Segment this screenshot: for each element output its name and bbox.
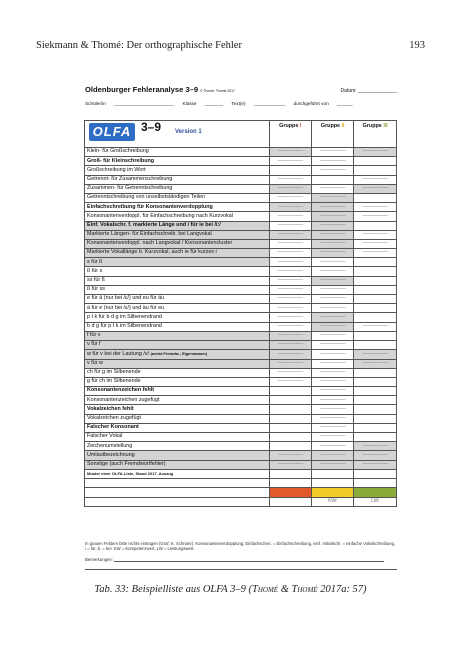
category-label: Markierte Längen- für Einfachschreib. bei Langvokal bbox=[85, 230, 270, 239]
group-2-cell[interactable]: ----------------- bbox=[311, 203, 353, 212]
table-header-row bbox=[85, 121, 397, 148]
blank-cell bbox=[85, 497, 270, 506]
remarks-label: Bemerkungen: bbox=[85, 557, 113, 562]
caption-authors: Thomé & Thomé bbox=[252, 584, 318, 595]
blank-cell bbox=[85, 479, 270, 488]
category-label: Konsonantenzeichen fehlt bbox=[85, 387, 270, 396]
group-2-cell[interactable]: ----------------- bbox=[311, 212, 353, 221]
table-row bbox=[85, 212, 397, 221]
blank-cell bbox=[269, 497, 311, 506]
table-row bbox=[85, 249, 397, 258]
table-row bbox=[85, 433, 397, 442]
group-1-header: Gruppe I bbox=[269, 121, 311, 148]
group-1-cell[interactable]: ----------------- bbox=[269, 193, 311, 202]
table-row bbox=[85, 175, 397, 184]
caption-prefix: Tab. 33: Beispielliste aus OLFA 3–9 ( bbox=[94, 584, 253, 595]
group-2-cell[interactable]: ----------------- bbox=[311, 249, 353, 258]
group-1-cell[interactable]: ----------------- bbox=[269, 212, 311, 221]
group-2-cell[interactable]: ----------------- bbox=[311, 368, 353, 377]
group-3-cell[interactable] bbox=[354, 396, 397, 405]
group-1-cell[interactable]: ----------------- bbox=[269, 203, 311, 212]
group-1-color bbox=[269, 488, 311, 497]
group-2-cell[interactable]: ----------------- bbox=[311, 166, 353, 175]
table-row bbox=[85, 331, 397, 340]
table-row bbox=[85, 313, 397, 322]
category-label: ä für e (nur bei /ɛ/) und äu für eu bbox=[85, 304, 270, 313]
footnote: Muster einer OLFA-Liste, Stand 2017, Auszug bbox=[85, 469, 270, 478]
group-1-cell[interactable]: ----------------- bbox=[269, 148, 311, 157]
group-2-cell[interactable]: ----------------- bbox=[311, 258, 353, 267]
group-3-cell[interactable] bbox=[354, 387, 397, 396]
group-2-cell[interactable]: ----------------- bbox=[311, 433, 353, 442]
group-1-cell[interactable]: ----------------- bbox=[269, 359, 311, 368]
table-row bbox=[85, 304, 397, 313]
group-2-cell[interactable]: ----------------- bbox=[311, 405, 353, 414]
group-2-cell[interactable]: ----------------- bbox=[311, 276, 353, 285]
category-label: v für f bbox=[85, 340, 270, 349]
group-1-cell[interactable] bbox=[269, 396, 311, 405]
group-3-cell[interactable] bbox=[354, 193, 397, 202]
olfa-logo-cell bbox=[85, 121, 270, 148]
student-field: Schüler/in _______________________ bbox=[85, 101, 175, 106]
group-3-cell[interactable]: ----------------- bbox=[354, 212, 397, 221]
table-row bbox=[85, 276, 397, 285]
table-row bbox=[85, 322, 397, 331]
category-label: ß für s bbox=[85, 267, 270, 276]
group-3-cell[interactable] bbox=[354, 423, 397, 432]
group-2-cell[interactable]: ----------------- bbox=[311, 313, 353, 322]
group-1-cell[interactable] bbox=[269, 387, 311, 396]
legend-text: In grauen Feldern bitte nichts eintragen (Graf: K. Schnare). Konsonantenverdopplung; Einfachschrei. = Einfachschreibung, einf. Vokalschr. = einfache Vokalschreibung, i = für, b. = bei. KW = Kompetenzwert, LW = Leistungswert. bbox=[85, 541, 396, 552]
category-label: p t k für b d g im Silbenendrand bbox=[85, 313, 270, 322]
group-1-cell[interactable]: ----------------- bbox=[269, 239, 311, 248]
group-2-cell[interactable]: ----------------- bbox=[311, 350, 353, 359]
group-1-cell[interactable] bbox=[269, 433, 311, 442]
running-head-title: Siekmann & Thomé: Der orthographische Fehler bbox=[36, 40, 242, 51]
score-row bbox=[85, 497, 397, 506]
table-row bbox=[85, 239, 397, 248]
group-3-cell[interactable]: ----------------- bbox=[354, 175, 397, 184]
group-3-cell[interactable] bbox=[354, 377, 397, 386]
group-3-cell[interactable]: ----------------- bbox=[354, 350, 397, 359]
group-1-cell[interactable]: ----------------- bbox=[269, 322, 311, 331]
group-1-cell[interactable] bbox=[269, 442, 311, 451]
table-caption bbox=[0, 584, 461, 595]
klasse-field: Klasse _______ bbox=[182, 101, 224, 106]
group-2-cell[interactable]: ----------------- bbox=[311, 221, 353, 230]
group-3-cell[interactable]: ----------------- bbox=[354, 249, 397, 258]
group-3-cell[interactable] bbox=[354, 331, 397, 340]
group-3-cell[interactable]: ----------------- bbox=[354, 451, 397, 460]
info-line bbox=[85, 101, 397, 106]
text-label: Text(e) bbox=[231, 101, 246, 106]
group-2-cell[interactable]: ----------------- bbox=[311, 148, 353, 157]
group-1-cell[interactable]: ----------------- bbox=[269, 157, 311, 166]
table-row bbox=[85, 258, 397, 267]
table-row bbox=[85, 221, 397, 230]
category-label: Umlautbezeichnung bbox=[85, 451, 270, 460]
group-1-cell[interactable]: ----------------- bbox=[269, 230, 311, 239]
group-3-header: Gruppe III bbox=[354, 121, 397, 148]
group-3-cell[interactable] bbox=[354, 414, 397, 423]
group-3-cell[interactable] bbox=[354, 276, 397, 285]
table-row bbox=[85, 157, 397, 166]
kw-label[interactable]: KW: bbox=[311, 497, 353, 506]
group-1-cell[interactable]: ----------------- bbox=[269, 258, 311, 267]
category-label: ß für ss bbox=[85, 285, 270, 294]
group-2-cell[interactable]: ----------------- bbox=[311, 184, 353, 193]
group-1-cell[interactable]: ----------------- bbox=[269, 460, 311, 469]
group-3-cell[interactable] bbox=[354, 221, 397, 230]
group-3-cell[interactable] bbox=[354, 304, 397, 313]
blank-cell bbox=[269, 469, 311, 478]
category-label: Vokalzeichen zugefügt bbox=[85, 414, 270, 423]
group-3-cell[interactable] bbox=[354, 433, 397, 442]
group-3-cell[interactable] bbox=[354, 166, 397, 175]
group-3-cell[interactable]: ----------------- bbox=[354, 239, 397, 248]
group-2-cell[interactable]: ----------------- bbox=[311, 396, 353, 405]
running-head bbox=[36, 40, 425, 54]
table-row bbox=[85, 451, 397, 460]
group-1-cell[interactable] bbox=[269, 414, 311, 423]
group-3-cell[interactable] bbox=[354, 405, 397, 414]
group-1-cell[interactable] bbox=[269, 166, 311, 175]
category-label: b d g für p t k im Silbenendrand bbox=[85, 322, 270, 331]
category-label: Großschreibung im Wort bbox=[85, 166, 270, 175]
category-label: Klein- für Großschreibung bbox=[85, 148, 270, 157]
group-2-cell[interactable]: ----------------- bbox=[311, 423, 353, 432]
category-label: w für v bei der Lautung /v/ (meist Fremdw., Eigennamen) bbox=[85, 350, 270, 359]
student-label: Schüler/in bbox=[85, 101, 106, 106]
group-3-cell[interactable]: ----------------- bbox=[354, 184, 397, 193]
caption-suffix: 2017a: 57) bbox=[317, 584, 367, 595]
category-label: Konsonantenverdoppl. für Einfachschreibung nach Kurzvokal bbox=[85, 212, 270, 221]
datum-field: Datum: ______________ bbox=[340, 88, 397, 94]
blank-cell bbox=[311, 479, 353, 488]
category-label: Getrenntschreibung von unselbstständigen Teilen bbox=[85, 193, 270, 202]
table-row bbox=[85, 414, 397, 423]
table-row bbox=[85, 295, 397, 304]
group-1-cell[interactable]: ----------------- bbox=[269, 350, 311, 359]
table-row bbox=[85, 350, 397, 359]
group-1-cell[interactable]: ----------------- bbox=[269, 276, 311, 285]
group-3-cell[interactable] bbox=[354, 340, 397, 349]
table-row bbox=[85, 340, 397, 349]
group-3-cell[interactable]: ----------------- bbox=[354, 230, 397, 239]
page-number: 193 bbox=[409, 40, 425, 51]
group-1-cell[interactable]: ----------------- bbox=[269, 304, 311, 313]
group-3-cell[interactable] bbox=[354, 267, 397, 276]
remarks-line[interactable] bbox=[114, 561, 384, 562]
table-row bbox=[85, 166, 397, 175]
table-row bbox=[85, 387, 397, 396]
category-label: g für ch im Silbenende bbox=[85, 377, 270, 386]
olfa-logo: OLFA bbox=[89, 123, 135, 141]
category-label: f für v bbox=[85, 331, 270, 340]
category-label: Einf. Vokalschr. f. markierte Länge und i für ie bei /i:/ bbox=[85, 221, 270, 230]
group-1-cell[interactable]: ----------------- bbox=[269, 368, 311, 377]
datum-label: Datum: bbox=[340, 88, 357, 94]
blank-cell bbox=[85, 488, 270, 497]
blank-cell bbox=[354, 469, 397, 478]
group-2-cell[interactable] bbox=[311, 175, 353, 184]
group-1-cell[interactable] bbox=[269, 423, 311, 432]
group-2-cell[interactable]: ----------------- bbox=[311, 295, 353, 304]
table-row bbox=[85, 203, 397, 212]
group-3-cell[interactable] bbox=[354, 313, 397, 322]
table-row bbox=[85, 368, 397, 377]
group-2-cell[interactable]: ----------------- bbox=[311, 377, 353, 386]
group-3-cell[interactable] bbox=[354, 295, 397, 304]
olfa-logo-number: 3–9 bbox=[141, 120, 162, 134]
table-row bbox=[85, 377, 397, 386]
group-1-cell[interactable]: ----------------- bbox=[269, 267, 311, 276]
category-label: Zeichenumstellung bbox=[85, 442, 270, 451]
blank-cell bbox=[311, 469, 353, 478]
category-label: ss für ß bbox=[85, 276, 270, 285]
group-color-row bbox=[85, 488, 397, 497]
category-label: Falscher Vokal bbox=[85, 433, 270, 442]
group-1-cell[interactable]: ----------------- bbox=[269, 221, 311, 230]
klasse-label: Klasse bbox=[182, 101, 197, 106]
category-label: Einfachschreibung für Konsonantenverdopplung bbox=[85, 203, 270, 212]
group-1-cell[interactable]: ----------------- bbox=[269, 184, 311, 193]
group-3-cell[interactable]: ----------------- bbox=[354, 148, 397, 157]
group-2-cell[interactable]: ----------------- bbox=[311, 359, 353, 368]
category-label: Markierte Vokallänge b. Kurzvokal, auch ie für kurzes i bbox=[85, 249, 270, 258]
group-2-header: Gruppe II bbox=[311, 121, 353, 148]
olfa-form bbox=[79, 82, 403, 576]
group-2-cell[interactable]: ----------------- bbox=[311, 340, 353, 349]
group-2-cell[interactable]: ----------------- bbox=[311, 239, 353, 248]
group-1-cell[interactable]: ----------------- bbox=[269, 285, 311, 294]
blank-row bbox=[85, 479, 397, 488]
group-3-cell[interactable]: ----------------- bbox=[354, 322, 397, 331]
group-1-cell[interactable]: ----------------- bbox=[269, 295, 311, 304]
category-label: Sonstige (auch Fremdwortfehler) bbox=[85, 460, 270, 469]
group-3-cell[interactable] bbox=[354, 258, 397, 267]
group-3-cell[interactable]: ----------------- bbox=[354, 442, 397, 451]
group-2-cell[interactable]: ----------------- bbox=[311, 304, 353, 313]
olfa-version: Version 1 bbox=[175, 129, 202, 135]
group-1-cell[interactable]: ----------------- bbox=[269, 451, 311, 460]
table-row bbox=[85, 193, 397, 202]
group-2-cell[interactable]: ----------------- bbox=[311, 285, 353, 294]
group-3-cell[interactable]: ----------------- bbox=[354, 460, 397, 469]
remarks-line-2[interactable] bbox=[85, 569, 397, 570]
group-3-cell[interactable] bbox=[354, 285, 397, 294]
form-copyright: © Thomé, Thomé 2017 bbox=[200, 89, 235, 93]
group-1-cell[interactable] bbox=[269, 405, 311, 414]
blank-cell bbox=[269, 479, 311, 488]
table-row bbox=[85, 460, 397, 469]
table-row bbox=[85, 396, 397, 405]
table-row bbox=[85, 230, 397, 239]
category-label: Konsonantenzeichen zugefügt bbox=[85, 396, 270, 405]
group-2-cell[interactable]: ----------------- bbox=[311, 267, 353, 276]
table-row bbox=[85, 359, 397, 368]
group-2-cell[interactable]: ----------------- bbox=[311, 451, 353, 460]
group-2-color bbox=[311, 488, 353, 497]
durchgefuehrt-field: durchgeführt von ______ bbox=[293, 101, 353, 106]
group-1-cell[interactable]: ----------------- bbox=[269, 249, 311, 258]
group-2-cell[interactable]: ----------------- bbox=[311, 414, 353, 423]
table-row bbox=[85, 285, 397, 294]
lw-label[interactable]: LW: bbox=[354, 497, 397, 506]
group-3-cell[interactable]: ----------------- bbox=[354, 203, 397, 212]
footnote-row bbox=[85, 469, 397, 478]
category-label: ch für g im Silbenende bbox=[85, 368, 270, 377]
group-1-cell[interactable]: ----------------- bbox=[269, 175, 311, 184]
group-2-cell[interactable]: ----------------- bbox=[311, 387, 353, 396]
category-label: e für ä (nur bei /ɛ/) und eu für äu bbox=[85, 295, 270, 304]
group-2-cell[interactable]: ----------------- bbox=[311, 230, 353, 239]
group-3-color bbox=[354, 488, 397, 497]
table-row bbox=[85, 148, 397, 157]
table-row bbox=[85, 267, 397, 276]
group-3-cell[interactable]: ----------------- bbox=[354, 359, 397, 368]
group-3-cell[interactable] bbox=[354, 157, 397, 166]
category-label: s für ß bbox=[85, 258, 270, 267]
group-1-cell[interactable]: ----------------- bbox=[269, 313, 311, 322]
category-label: Groß- für Kleinschreibung bbox=[85, 157, 270, 166]
blank-cell bbox=[354, 479, 397, 488]
durchgefuehrt-label: durchgeführt von bbox=[293, 101, 329, 106]
error-category-table bbox=[84, 120, 397, 507]
group-1-cell[interactable]: ----------------- bbox=[269, 377, 311, 386]
group-2-cell[interactable]: ----------------- bbox=[311, 331, 353, 340]
group-2-cell[interactable]: ----------------- bbox=[311, 157, 353, 166]
group-2-cell[interactable]: ----------------- bbox=[311, 322, 353, 331]
group-2-cell[interactable]: ----------------- bbox=[311, 193, 353, 202]
table-row bbox=[85, 442, 397, 451]
table-row bbox=[85, 405, 397, 414]
form-title bbox=[85, 85, 235, 94]
category-label: Konsonantenverdoppl. nach Langvokal / Konsonantencluster bbox=[85, 239, 270, 248]
group-2-cell[interactable]: ----------------- bbox=[311, 442, 353, 451]
table-row bbox=[85, 184, 397, 193]
group-1-cell[interactable]: ----------------- bbox=[269, 331, 311, 340]
category-label: v für w bbox=[85, 359, 270, 368]
group-2-cell[interactable]: ----------------- bbox=[311, 460, 353, 469]
form-title-text: Oldenburger Fehleranalyse 3–9 bbox=[85, 85, 199, 94]
text-field: Text(e) ____________ bbox=[231, 101, 286, 106]
category-label: Getrennt- für Zusammenschreibung bbox=[85, 175, 270, 184]
group-1-cell[interactable]: ----------------- bbox=[269, 340, 311, 349]
category-label: Vokalzeichen fehlt bbox=[85, 405, 270, 414]
category-label: Falscher Konsonant bbox=[85, 423, 270, 432]
table-row bbox=[85, 423, 397, 432]
remarks bbox=[85, 557, 397, 562]
group-3-cell[interactable] bbox=[354, 368, 397, 377]
category-label: Zusammen- für Getrenntschreibung bbox=[85, 184, 270, 193]
